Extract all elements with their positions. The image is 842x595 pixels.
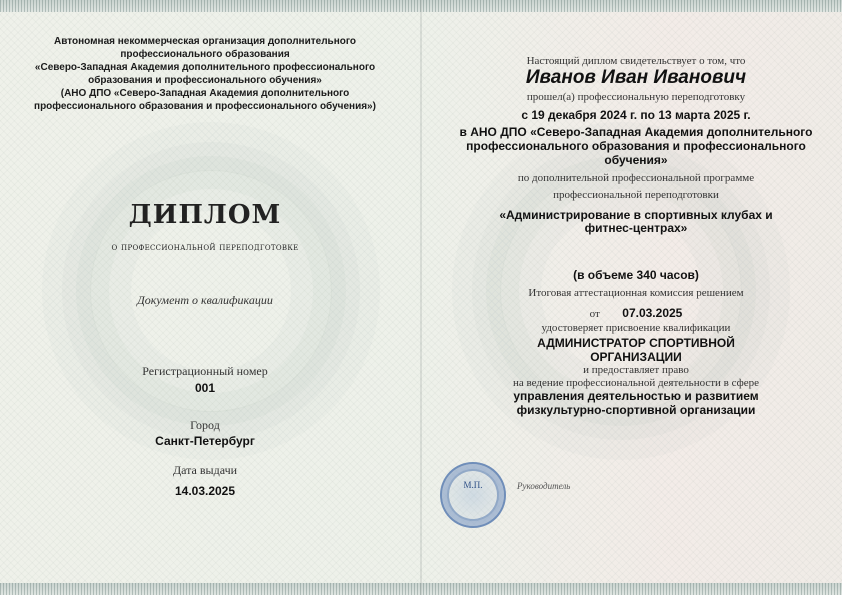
- course-title: «Администрирование в спортивных клубах и: [499, 208, 773, 222]
- course-title: фитнес-центрах»: [584, 221, 688, 235]
- seal-stamp: [440, 462, 506, 528]
- issuing-organization: [0, 35, 410, 113]
- issue-date-label: Дата выдачи: [172, 463, 238, 477]
- study-period: с 19 декабря 2024 г. по 13 марта 2025 г.: [521, 108, 751, 122]
- diploma-title: ДИПЛОМ: [128, 200, 282, 230]
- decision-line: [430, 304, 842, 322]
- sphere-line: управления деятельностью и развитием: [513, 389, 759, 403]
- qualification: ОРГАНИЗАЦИИ: [590, 350, 682, 364]
- intro-line: Настоящий диплом свидетельствует о том, что: [526, 55, 746, 67]
- passed-line: прошел(а) профессиональную переподготовку: [526, 91, 746, 103]
- activity-line: на ведение профессиональной деятельности в сфере: [512, 377, 760, 389]
- certifies-line: удостоверяет присвоение квалификации: [541, 322, 731, 334]
- grants-line: и предоставляет право: [583, 364, 689, 376]
- sphere-line: физкультурно-спортивной организации: [516, 403, 756, 417]
- program-line: профессиональной переподготовки: [553, 189, 719, 201]
- page-fold: [420, 0, 422, 595]
- city-label: Город: [190, 418, 220, 432]
- org-line: профессионального образования: [120, 49, 290, 60]
- org-line: профессионального образования и профессионального обучения»): [34, 101, 376, 112]
- commission-line: Итоговая аттестационная комиссия решением: [528, 287, 744, 299]
- org-line: образования и профессионального обучения»: [88, 75, 322, 86]
- decision-date: 07.03.2025: [622, 306, 683, 320]
- program-line: по дополнительной профессиональной программе: [517, 172, 755, 184]
- org-line: «Северо-Западная Академия дополнительного профессионального: [34, 62, 376, 73]
- document-type: Документ о квалификации: [137, 293, 273, 307]
- seal-label: М.П.: [463, 480, 483, 490]
- issue-date-value: 14.03.2025: [174, 484, 236, 498]
- graduate-name: Иванов Иван Иванович: [525, 67, 747, 88]
- city-value: Санкт-Петербург: [155, 434, 255, 448]
- org-line: (АНО ДПО «Северо-Западная Академия дополнительного: [60, 88, 350, 99]
- org-line: Автономная некоммерческая организация дополнительного: [54, 36, 356, 47]
- org-line: обучения»: [604, 153, 668, 167]
- signer-label: Руководитель: [517, 481, 571, 491]
- hours-volume: (в объеме 340 часов): [573, 268, 699, 282]
- org-line: в АНО ДПО «Северо-Западная Академия дополнительного: [459, 125, 813, 139]
- from-label: от: [589, 308, 600, 320]
- qualification: АДМИНИСТРАТОР СПОРТИВНОЙ: [537, 336, 735, 350]
- registration-number: 001: [194, 381, 216, 395]
- registration-label: Регистрационный номер: [142, 364, 268, 378]
- diploma-subtitle: о профессиональной переподготовке: [111, 242, 299, 253]
- org-line: профессионального образования и профессионального: [466, 139, 806, 153]
